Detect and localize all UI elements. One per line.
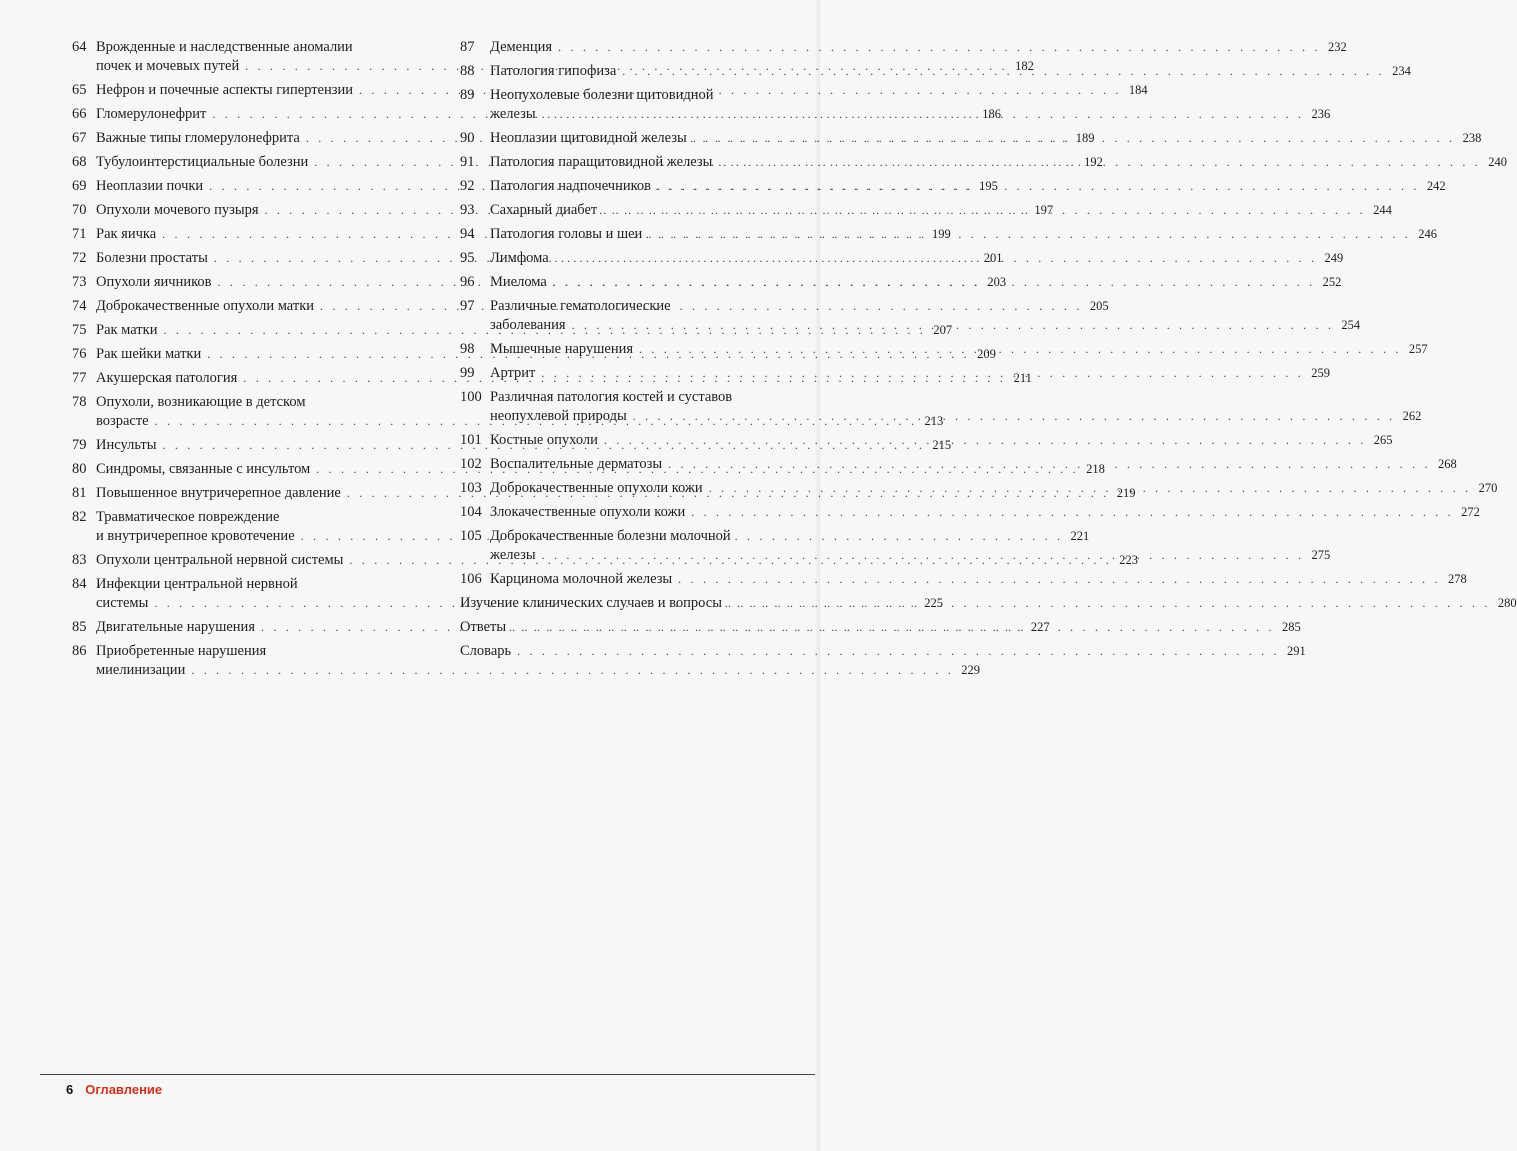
toc-entry-page: 205 <box>1089 299 1109 313</box>
toc-entry-page: 252 <box>1322 275 1342 289</box>
toc-entry-title: Травматическое повреждение <box>96 509 280 525</box>
toc-entry-title: Опухоли яичников <box>96 274 212 290</box>
toc-leader-dots <box>547 273 1316 292</box>
toc-entry-title: Мышечные нарушения <box>490 341 634 357</box>
toc-leader-dots <box>597 201 1366 220</box>
toc-leader-dots <box>511 642 1280 661</box>
toc-entry-title: и внутричерепное кровотечение <box>96 528 295 544</box>
toc-entry-page: 215 <box>932 438 952 452</box>
toc-entry-page: 201 <box>983 251 1003 265</box>
toc-entry-number: 71 <box>72 226 87 242</box>
toc-entry-page: 209 <box>977 347 996 361</box>
toc-entry <box>460 642 1306 661</box>
toc-leader-dots <box>536 105 1305 124</box>
toc-entry-page: 211 <box>1013 371 1032 385</box>
toc-entry-page: 192 <box>1084 155 1103 169</box>
toc-entry-number: 98 <box>460 341 475 357</box>
toc-entry-page: 262 <box>1402 409 1422 423</box>
toc-entry-page: 207 <box>933 323 953 337</box>
footer-divider <box>40 1074 815 1075</box>
toc-leader-dots <box>633 340 1402 359</box>
toc-entry-page: 238 <box>1462 131 1482 145</box>
toc-entry-number: 76 <box>72 346 87 362</box>
toc-entry-title: почек и мочевых путей <box>96 58 240 74</box>
toc-entry-number: 104 <box>460 504 482 520</box>
toc-entry-page: 272 <box>1461 505 1480 519</box>
toc-entry-page: 234 <box>1392 64 1411 78</box>
toc-entry-title: Доброкачественные болезни молочной <box>490 528 731 544</box>
toc-entry-title: Различная патология костей и суставов <box>490 389 733 405</box>
toc-entry <box>460 503 1480 522</box>
toc-entry-page: 223 <box>1119 553 1139 567</box>
toc-entry-title: Синдромы, связанные с инсультом <box>96 461 311 477</box>
toc-entry-title: Артрит <box>490 365 536 381</box>
toc-entry-title: Доброкачественные опухоли кожи <box>490 480 703 496</box>
toc-leader-dots <box>627 407 1396 426</box>
toc-entry-title: Опухоли, возникающие в детском <box>96 394 306 410</box>
toc-entry-page: 229 <box>961 663 980 677</box>
toc-entry-title: Приобретенные нарушения <box>96 643 267 659</box>
toc-entry-page: 257 <box>1408 342 1428 356</box>
toc-entry-number: 78 <box>72 394 87 410</box>
toc-entry <box>460 570 1467 589</box>
toc-entry-page: 199 <box>932 227 951 241</box>
toc-entry-number: 83 <box>72 552 87 568</box>
toc-leader-dots <box>722 594 1491 613</box>
toc-leader-dots <box>536 546 1305 565</box>
toc-leader-dots <box>651 177 1420 196</box>
toc-entry-title: Миелома <box>490 274 547 290</box>
toc-entry-number: 88 <box>460 63 475 79</box>
toc-leader-dots <box>506 618 1275 637</box>
toc-leader-dots <box>642 225 1411 244</box>
toc-entry-title: Доброкачественные опухоли матки <box>96 298 314 314</box>
toc-entry-title: Словарь <box>460 643 512 659</box>
toc-entry-number: 70 <box>72 202 87 218</box>
toc-entry-title: Неоплазии щитовидной железы <box>490 130 687 146</box>
toc-entry-page: 246 <box>1418 227 1437 241</box>
toc-entry-page: 186 <box>982 107 1001 121</box>
scan-edge-shadow <box>814 0 820 1151</box>
toc-entry-title: Злокачественные опухоли кожи <box>490 504 686 520</box>
toc-entry-number: 65 <box>72 82 87 98</box>
toc-entry-page: 242 <box>1426 179 1446 193</box>
toc-entry-title: Гломерулонефрит <box>96 106 207 122</box>
footer-page-number: 6 <box>66 1082 74 1097</box>
toc-entry-page: 195 <box>979 179 998 193</box>
toc-entry-title: Болезни простаты <box>96 250 208 266</box>
toc-leader-dots <box>552 38 1321 57</box>
toc-leader-dots <box>535 364 1304 383</box>
toc-leader-dots <box>598 431 1367 450</box>
toc-leader-dots <box>662 455 1431 474</box>
toc-entry-title: Изучение клинических случаев и вопросы <box>460 595 722 611</box>
toc-entry-number: 92 <box>460 178 475 194</box>
toc-leader-dots <box>685 503 1454 522</box>
toc-entry-title: железы <box>490 547 536 563</box>
toc-entry-title: Карцинома молочной железы <box>490 571 673 587</box>
toc-leader-dots <box>616 62 1385 81</box>
toc-entry-number: 94 <box>460 226 475 242</box>
toc-entry-number: 69 <box>72 178 87 194</box>
toc-entry-number: 68 <box>72 154 87 170</box>
toc-entry-title: системы <box>96 595 149 611</box>
toc-entry-page: 221 <box>1070 529 1090 543</box>
toc-entry-number: 75 <box>72 322 87 338</box>
toc-entry-title: Инсульты <box>96 437 157 453</box>
toc-leader-dots <box>712 153 1481 172</box>
toc-entry-number: 85 <box>72 619 87 635</box>
toc-entry-title: миелинизации <box>96 662 186 678</box>
toc-entry-title: Акушерская патология <box>96 370 238 386</box>
toc-entry-title: Деменция <box>490 39 553 55</box>
toc-entry-title: Врожденные и наследственные аномалии <box>96 39 353 55</box>
toc-entry-title: Патология надпочечников <box>490 178 652 194</box>
toc-entry-number: 74 <box>72 298 87 314</box>
toc-entry-number: 103 <box>460 480 482 496</box>
toc-entry-number: 90 <box>460 130 475 146</box>
toc-entry-title: Лимфома <box>490 250 549 266</box>
toc-entry-title: Различные гематологические <box>490 298 671 314</box>
toc-entry-number: 87 <box>460 39 475 55</box>
toc-entry-title: Опухоли мочевого пузыря <box>96 202 259 218</box>
toc-entry-title: Воспалительные дерматозы <box>490 456 663 472</box>
toc-entry-title: Нефрон и почечные аспекты гипертензии <box>96 82 353 98</box>
toc-entry-page: 197 <box>1034 203 1054 217</box>
toc-entry-title: Инфекции центральной нервной <box>96 576 298 592</box>
toc-entry-number: 95 <box>460 250 475 266</box>
toc-entry-number: 73 <box>72 274 87 290</box>
toc-entry-title: неопухлевой природы <box>490 408 627 424</box>
toc-entry-number: 82 <box>72 509 87 525</box>
toc-entry-page: 218 <box>1086 462 1105 476</box>
toc-entry-number: 79 <box>72 437 87 453</box>
toc-entry-number: 67 <box>72 130 87 146</box>
toc-entry-page: 232 <box>1327 40 1347 54</box>
toc-entry-number: 102 <box>460 456 482 472</box>
toc-entry-number: 101 <box>460 432 482 448</box>
toc-entry-page: 280 <box>1497 596 1517 610</box>
toc-entry-title: заболевания <box>490 317 566 333</box>
toc-entry-title: Рак яичка <box>96 226 157 242</box>
toc-leader-dots <box>672 570 1441 589</box>
toc-entry-number: 77 <box>72 370 87 386</box>
toc-entry <box>460 38 1347 57</box>
toc-entry-number: 97 <box>460 298 475 314</box>
toc-entry-title: Ответы <box>460 619 507 635</box>
toc-entry-page: 285 <box>1281 620 1301 634</box>
toc-entry-number: 105 <box>460 528 482 544</box>
toc-entry-number: 81 <box>72 485 87 501</box>
page-footer <box>66 1082 162 1097</box>
toc-entry-number: 100 <box>460 389 482 405</box>
toc-entry-title: Патология гипофиза <box>490 63 617 79</box>
toc-entry-page: 268 <box>1437 457 1457 471</box>
toc-entry-title: Неоплазии почки <box>96 178 204 194</box>
toc-entry-title: Рак шейки матки <box>96 346 202 362</box>
toc-leader-dots <box>549 249 1318 268</box>
toc-leader-dots <box>687 129 1456 148</box>
toc-entry-number: 99 <box>460 365 475 381</box>
toc-entry-title: Тубулоинтерстициальные болезни <box>96 154 309 170</box>
toc-entry-number: 80 <box>72 461 87 477</box>
toc-entry-page: 213 <box>924 414 944 428</box>
toc-entry-page: 249 <box>1324 251 1344 265</box>
toc-entry-number: 106 <box>460 571 482 587</box>
toc-entry-page: 254 <box>1341 318 1361 332</box>
toc-entry-title: Сахарный диабет <box>490 202 598 218</box>
toc-entry-number: 91 <box>460 154 475 170</box>
toc-entry-number: 66 <box>72 106 87 122</box>
toc-entry-number: 64 <box>72 39 87 55</box>
toc-entry-number: 86 <box>72 643 87 659</box>
toc-entry-title: Патология головы и шеи <box>490 226 643 242</box>
toc-entry-title: Важные типы гломерулонефрита <box>96 130 300 146</box>
toc-entry-number: 96 <box>460 274 475 290</box>
toc-entry-page: 227 <box>1030 620 1050 634</box>
toc-entry-number: 89 <box>460 87 475 103</box>
toc-entry-page: 189 <box>1075 131 1095 145</box>
toc-entry-title: Двигательные нарушения <box>96 619 255 635</box>
toc-entry-page: 259 <box>1311 366 1330 380</box>
toc-entry-page: 291 <box>1286 644 1306 658</box>
toc-entry-number: 93 <box>460 202 475 218</box>
toc-entry-title: Повышенное внутричерепное давление <box>96 485 341 501</box>
toc-entry-page: 184 <box>1128 83 1148 97</box>
toc-entry-title: Опухоли центральной нервной системы <box>96 552 344 568</box>
toc-entry-title: Костные опухоли <box>490 432 598 448</box>
toc-entry-page: 240 <box>1488 155 1507 169</box>
toc-entry-page: 203 <box>987 275 1007 289</box>
toc-entry-page: 236 <box>1311 107 1331 121</box>
toc-entry-number: 72 <box>72 250 87 266</box>
toc-entry-page: 182 <box>1015 59 1034 73</box>
toc-entry-page: 225 <box>924 596 943 610</box>
toc-entry-title: железы <box>490 106 536 122</box>
toc-entry-page: 265 <box>1373 433 1393 447</box>
toc-entry-title: Патология паращитовидной железы <box>490 154 713 170</box>
toc-entry-number: 84 <box>72 576 87 592</box>
toc-entry-page: 244 <box>1373 203 1392 217</box>
toc-entry-title: Рак матки <box>96 322 158 338</box>
toc-entry-page: 270 <box>1478 481 1498 495</box>
toc-entry-title: Неопухолевые болезни щитовидной <box>490 87 714 103</box>
toc-leader-dots <box>566 316 1335 335</box>
toc-entry-page: 275 <box>1311 548 1331 562</box>
toc-entry-page: 219 <box>1116 486 1136 500</box>
toc-entry-page: 278 <box>1448 572 1467 586</box>
toc-entry-title: возрасте <box>96 413 149 429</box>
footer-section-title: Оглавление <box>85 1082 163 1097</box>
